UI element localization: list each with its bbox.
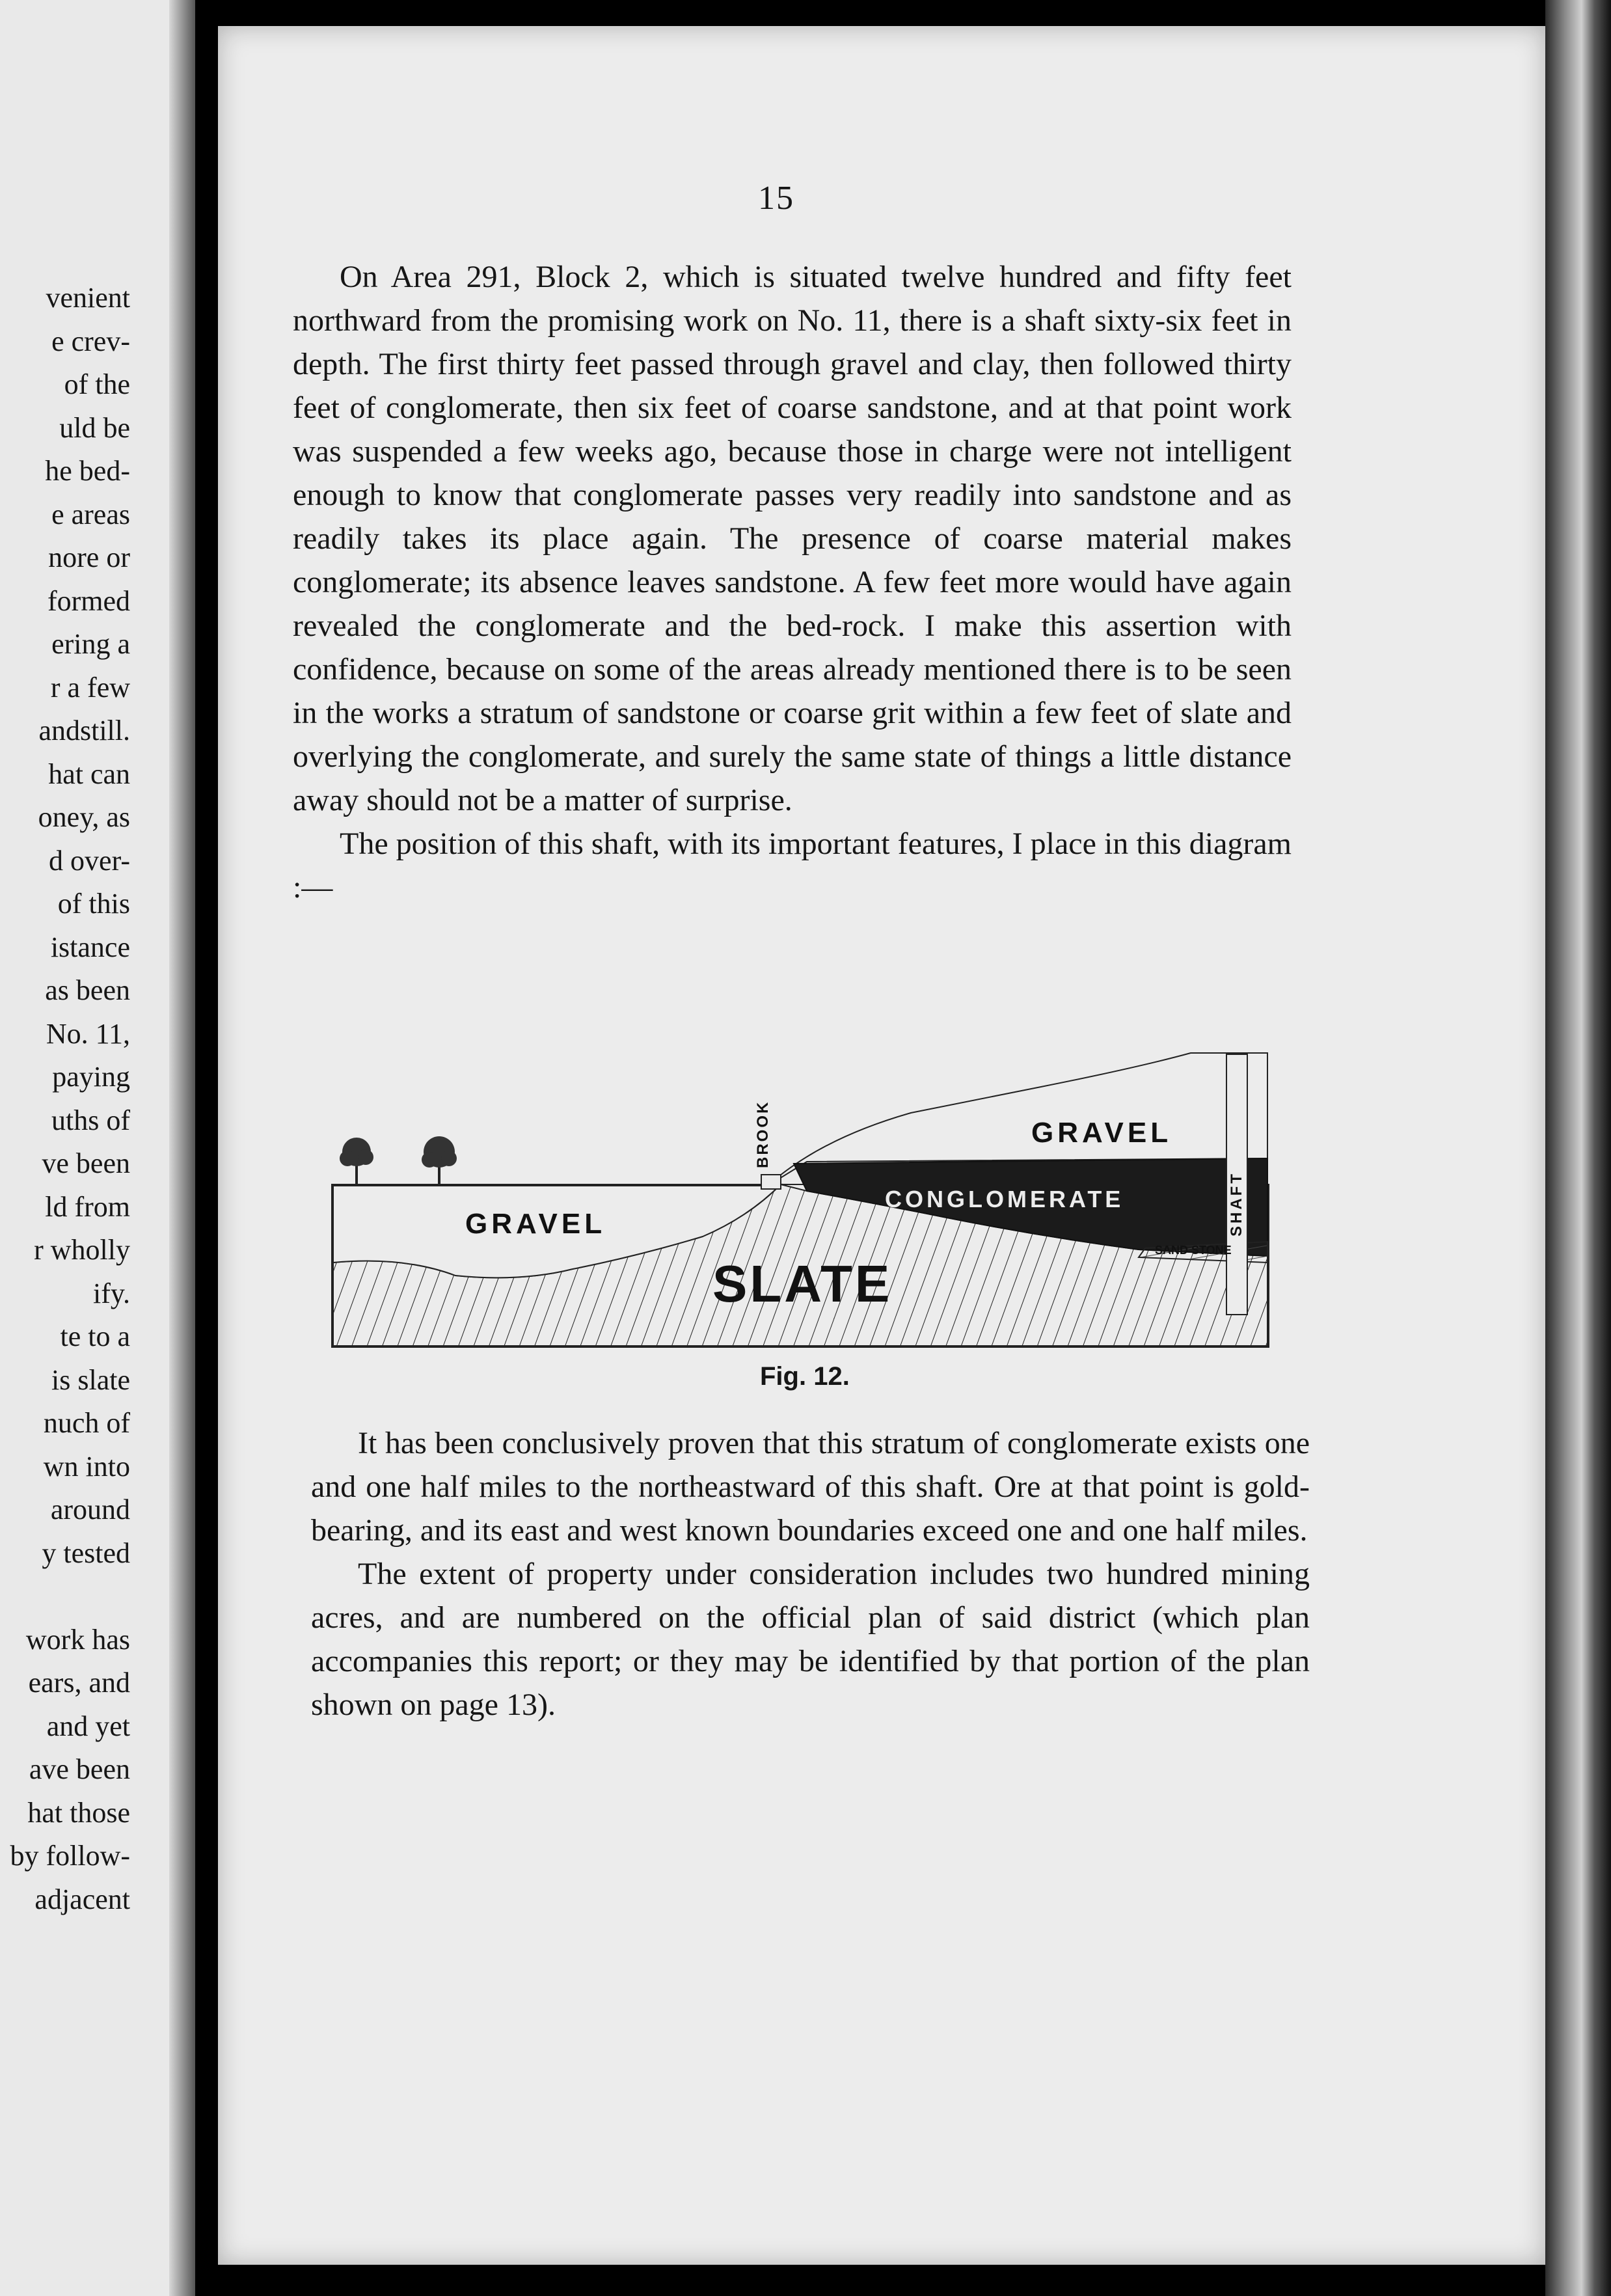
label-gravel-right: GRAVEL <box>1031 1117 1172 1149</box>
left-page-line: and yet <box>46 1710 130 1742</box>
left-page-fragment <box>0 0 195 2296</box>
left-page-line: adjacent <box>34 1883 130 1915</box>
left-page-line: d over- <box>49 844 130 877</box>
left-page-line: ears, and <box>28 1667 130 1699</box>
paragraph: On Area 291, Block 2, which is situated twelve hundred and fifty feet northward from the promising work on No. 11, there is a shaft sixty-six feet in depth. The first thirty feet passed through gravel and clay, then followed thirty feet of conglomerate, then six feet of coarse sandstone, and at that point work was suspended a few weeks ago, because those in charge were not intelligent enough to know that conglomerate passes very readily into sandstone and as readily takes its place again. The presence of coarse material makes conglomerate; its absence leaves sandstone. A few feet more would have again revealed the conglomerate and the bed-rock. I make this assertion with confidence, because on some of the areas already mentioned there is to be seen in the works a stratum of sandstone or coarse grit within a few feet of slate and overlying the conglomerate, and surely the same state of things a little distance away should not be a matter of surprise. <box>293 260 1292 817</box>
label-brook: BROOK <box>754 1100 772 1168</box>
left-page-line: work has <box>25 1623 130 1656</box>
paragraph: The position of this shaft, with its important features, I place in this diagram :— <box>293 827 1292 905</box>
left-page-line: ering a <box>51 628 130 660</box>
label-sandstone: SAND STONE <box>1155 1244 1232 1257</box>
book-binding <box>169 0 195 2296</box>
tree-icon <box>340 1138 373 1186</box>
left-page-line: r wholly <box>34 1234 130 1266</box>
brook-channel <box>761 1175 781 1189</box>
left-page-line: nuch of <box>43 1407 130 1439</box>
left-page-line: No. 11, <box>46 1017 130 1050</box>
label-gravel-left: GRAVEL <box>465 1208 606 1240</box>
left-page-line: ld from <box>45 1190 130 1223</box>
left-page-line: is slate <box>51 1363 130 1396</box>
label-conglomerate: CONGLOMERATE <box>885 1186 1124 1212</box>
left-page-line: e crev- <box>51 325 130 357</box>
paragraph: The extent of property under consideration includes two hundred mining acres, and are numbered on the official plan of said district (which plan accompanies this report; or they may be identified by that portion of the plan shown on page 13). <box>311 1557 1310 1722</box>
left-page-line: by follow- <box>10 1840 130 1872</box>
left-page-line: r a few <box>50 671 130 704</box>
left-page-line: hat those <box>27 1796 130 1829</box>
left-page-line: hat can <box>48 758 130 790</box>
left-page-line: he bed- <box>45 455 130 487</box>
label-slate: SLATE <box>712 1255 893 1313</box>
cross-section-diagram <box>325 1041 1282 1354</box>
left-page-line: ify. <box>92 1277 130 1309</box>
left-page-line: uths of <box>51 1104 130 1136</box>
page-edge <box>1545 0 1611 2296</box>
left-page-line: te to a <box>60 1320 130 1352</box>
body-text-upper <box>293 255 1292 909</box>
left-page-line: ave been <box>29 1753 130 1785</box>
left-page-line: paying <box>52 1061 130 1093</box>
left-page-line: uld be <box>59 411 130 444</box>
body-text-lower <box>311 1421 1310 1727</box>
left-page-line: around <box>50 1494 130 1525</box>
left-page-line: venient <box>46 282 130 314</box>
left-page-line: istance <box>50 931 130 963</box>
left-page-line: nore or <box>48 541 130 573</box>
left-page-line: ve been <box>42 1147 130 1179</box>
paragraph: It has been conclusively proven that this stratum of conglomerate exists one and one half miles to the northeastward of this shaft. Ore at that point is gold-bearing, and its east and west known boundaries exceed one and one half miles. <box>311 1426 1310 1548</box>
figure-caption: Fig. 12. <box>760 1362 850 1391</box>
left-page-line: formed <box>47 584 130 617</box>
tree-icon <box>422 1136 457 1186</box>
left-page-line: as been <box>45 974 130 1006</box>
left-page-line: y tested <box>42 1537 130 1569</box>
left-page-line: andstill. <box>38 715 130 746</box>
left-page-line: oney, as <box>38 801 130 833</box>
geological-section-figure <box>325 1041 1282 1354</box>
left-page-line: of this <box>57 888 130 920</box>
left-page-line: of the <box>64 368 130 400</box>
page-number: 15 <box>758 180 794 217</box>
left-page-line: e areas <box>51 498 130 530</box>
left-page-line: wn into <box>43 1450 130 1483</box>
label-shaft: SHAFT <box>1228 1171 1245 1237</box>
